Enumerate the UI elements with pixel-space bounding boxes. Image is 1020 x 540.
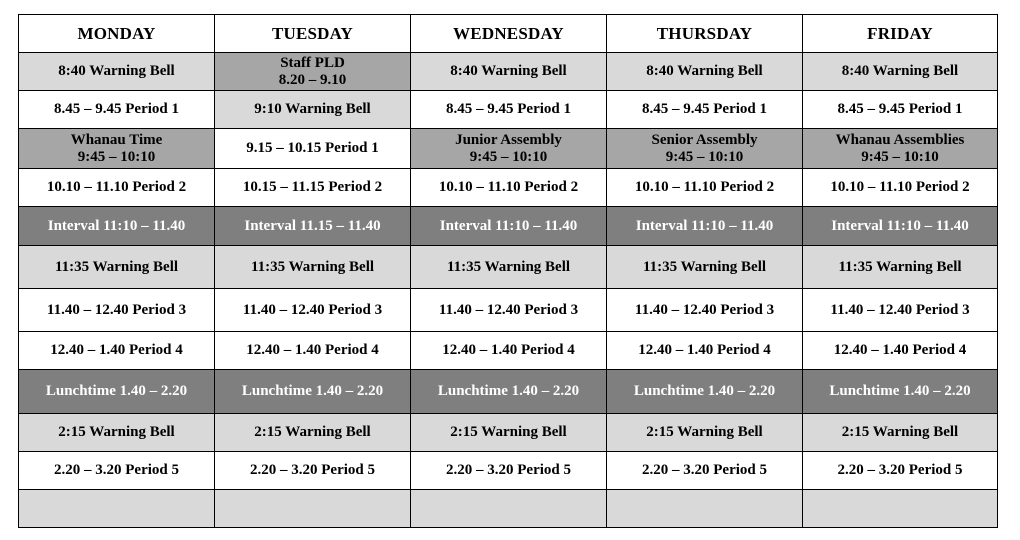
timetable-cell-tuesday xyxy=(215,332,411,370)
timetable-cell-thursday xyxy=(607,370,803,414)
timetable-cell-wednesday xyxy=(411,91,607,129)
timetable-cell-tuesday xyxy=(215,490,411,528)
cell-text-line: 8.45 – 9.45 Period 1 xyxy=(54,101,179,117)
timetable-cell-friday xyxy=(803,332,998,370)
timetable-cell-friday xyxy=(803,452,998,490)
timetable-row xyxy=(19,207,998,246)
cell-text-line: 9:45 – 10:10 xyxy=(861,148,939,165)
timetable-cell-wednesday xyxy=(411,490,607,528)
cell-text-line: 12.40 – 1.40 Period 4 xyxy=(246,342,379,358)
cell-text-line: Lunchtime 1.40 – 2.20 xyxy=(829,383,971,399)
timetable-cell-thursday xyxy=(607,169,803,207)
cell-text-line: 10.10 – 11.10 Period 2 xyxy=(830,179,970,195)
cell-text-line: 10.10 – 11.10 Period 2 xyxy=(46,179,187,195)
school-timetable xyxy=(18,14,998,528)
cell-text-line: 9:45 – 10:10 xyxy=(469,148,548,165)
cell-text-line: 11.40 – 12.40 Period 3 xyxy=(634,301,775,318)
cell-text-line: 8.45 – 9.45 Period 1 xyxy=(837,101,963,117)
cell-text-line: 2:15 Warning Bell xyxy=(58,424,175,440)
cell-text-line: Whanau Assemblies xyxy=(835,131,965,148)
timetable-cell-thursday xyxy=(607,246,803,289)
cell-text-line: Interval 11:10 – 11.40 xyxy=(439,217,578,234)
cell-text-line: Lunchtime 1.40 – 2.20 xyxy=(437,383,580,399)
timetable-cell-wednesday xyxy=(411,414,607,452)
timetable-cell-tuesday xyxy=(215,169,411,207)
timetable-cell-tuesday xyxy=(215,53,411,91)
timetable-cell-wednesday xyxy=(411,129,607,169)
timetable-cell-thursday xyxy=(607,53,803,91)
timetable-row xyxy=(19,129,998,169)
cell-text-line: Interval 11:10 – 11.40 xyxy=(831,217,969,234)
timetable-cell-monday xyxy=(19,289,215,332)
cell-text-line: 11:35 Warning Bell xyxy=(446,258,571,275)
timetable-row xyxy=(19,53,998,91)
timetable-cell-wednesday xyxy=(411,289,607,332)
cell-text-line: 12.40 – 1.40 Period 4 xyxy=(833,342,967,358)
timetable-cell-tuesday xyxy=(215,452,411,490)
cell-text-line: 9.15 – 10.15 Period 1 xyxy=(246,140,379,156)
cell-text-line: 11:35 Warning Bell xyxy=(54,258,179,275)
day-header-tuesday: TUESDAY xyxy=(215,15,411,53)
timetable-cell-thursday xyxy=(607,414,803,452)
timetable-cell-thursday xyxy=(607,452,803,490)
timetable-row xyxy=(19,332,998,370)
cell-text-line: 9:45 – 10:10 xyxy=(665,148,744,165)
timetable-cell-wednesday xyxy=(411,169,607,207)
cell-text-line: 2.20 – 3.20 Period 5 xyxy=(446,462,571,478)
timetable-cell-wednesday xyxy=(411,370,607,414)
cell-text-line: 11.40 – 12.40 Period 3 xyxy=(438,301,579,318)
timetable-cell-wednesday xyxy=(411,246,607,289)
timetable-cell-monday xyxy=(19,91,215,129)
timetable-cell-tuesday xyxy=(215,129,411,169)
cell-text-line: 11.40 – 12.40 Period 3 xyxy=(830,301,970,318)
cell-text-line: 11:35 Warning Bell xyxy=(250,258,375,275)
day-header-wednesday: WEDNESDAY xyxy=(411,15,607,53)
timetable-cell-monday xyxy=(19,370,215,414)
cell-text-line: 8:40 Warning Bell xyxy=(841,63,959,79)
timetable-cell-monday xyxy=(19,246,215,289)
timetable-cell-tuesday xyxy=(215,370,411,414)
cell-text-line: 2:15 Warning Bell xyxy=(450,424,567,440)
timetable-cell-friday xyxy=(803,490,998,528)
cell-text-line: 11.40 – 12.40 Period 3 xyxy=(242,301,383,318)
timetable-cell-thursday xyxy=(607,490,803,528)
cell-text-line: 10.10 – 11.10 Period 2 xyxy=(438,179,579,195)
timetable-cell-wednesday xyxy=(411,53,607,91)
timetable-cell-thursday xyxy=(607,129,803,169)
timetable-cell-monday xyxy=(19,53,215,91)
cell-text-line: 10.15 – 11.15 Period 2 xyxy=(242,179,383,195)
timetable-cell-wednesday xyxy=(411,452,607,490)
cell-text-line: 12.40 – 1.40 Period 4 xyxy=(638,342,771,358)
cell-text-line: Junior Assembly xyxy=(455,131,562,148)
timetable-cell-friday xyxy=(803,414,998,452)
timetable-body xyxy=(19,53,998,528)
day-header-friday: FRIDAY xyxy=(803,15,998,53)
cell-text-line: 8.20 – 9.10 xyxy=(278,71,347,88)
timetable-cell-monday xyxy=(19,490,215,528)
cell-text-line: Lunchtime 1.40 – 2.20 xyxy=(633,383,776,399)
cell-text-line: 9:45 – 10:10 xyxy=(77,148,156,165)
cell-text-line: Lunchtime 1.40 – 2.20 xyxy=(45,383,188,399)
timetable-row xyxy=(19,169,998,207)
cell-text-line: Interval 11:10 – 11.40 xyxy=(635,217,774,234)
timetable-cell-tuesday xyxy=(215,246,411,289)
day-header-monday: MONDAY xyxy=(19,15,215,53)
timetable-row xyxy=(19,246,998,289)
cell-text-line: Senior Assembly xyxy=(651,131,758,148)
timetable-cell-friday xyxy=(803,370,998,414)
cell-text-line: 11:35 Warning Bell xyxy=(642,258,767,275)
cell-text-line: Whanau Time xyxy=(70,131,163,148)
cell-text-line: 2.20 – 3.20 Period 5 xyxy=(54,462,179,478)
timetable-cell-monday xyxy=(19,169,215,207)
cell-text-line: Interval 11.15 – 11.40 xyxy=(244,217,381,234)
timetable-cell-friday xyxy=(803,91,998,129)
day-header-thursday: THURSDAY xyxy=(607,15,803,53)
timetable-cell-friday xyxy=(803,53,998,91)
day-header-row xyxy=(19,15,998,53)
timetable-cell-friday xyxy=(803,289,998,332)
timetable-cell-thursday xyxy=(607,207,803,246)
cell-text-line: Interval 11:10 – 11.40 xyxy=(47,217,186,234)
cell-text-line: 8:40 Warning Bell xyxy=(58,63,175,79)
timetable-cell-friday xyxy=(803,129,998,169)
cell-text-line: 2:15 Warning Bell xyxy=(646,424,763,440)
cell-text-line: 11:35 Warning Bell xyxy=(838,258,962,275)
cell-text-line: 12.40 – 1.40 Period 4 xyxy=(50,342,183,358)
cell-text-line: 2.20 – 3.20 Period 5 xyxy=(250,462,375,478)
cell-text-line: 2.20 – 3.20 Period 5 xyxy=(837,462,963,478)
timetable-cell-monday xyxy=(19,414,215,452)
timetable-cell-tuesday xyxy=(215,91,411,129)
timetable-cell-monday xyxy=(19,207,215,246)
cell-text-line: 2:15 Warning Bell xyxy=(841,424,959,440)
cell-text-line: 8:40 Warning Bell xyxy=(646,63,763,79)
timetable-cell-tuesday xyxy=(215,207,411,246)
timetable-cell-thursday xyxy=(607,91,803,129)
cell-text-line: Lunchtime 1.40 – 2.20 xyxy=(241,383,384,399)
timetable-cell-friday xyxy=(803,207,998,246)
cell-text-line: 10.10 – 11.10 Period 2 xyxy=(634,179,775,195)
timetable-cell-monday xyxy=(19,332,215,370)
timetable-row xyxy=(19,370,998,414)
timetable-cell-wednesday xyxy=(411,332,607,370)
cell-text-line: Staff PLD xyxy=(280,54,345,71)
timetable-row xyxy=(19,452,998,490)
timetable-row xyxy=(19,289,998,332)
timetable-row xyxy=(19,91,998,129)
timetable-cell-wednesday xyxy=(411,207,607,246)
cell-text-line: 2.20 – 3.20 Period 5 xyxy=(642,462,767,478)
timetable-row xyxy=(19,490,998,528)
timetable-row xyxy=(19,414,998,452)
timetable-cell-monday xyxy=(19,452,215,490)
timetable-cell-monday xyxy=(19,129,215,169)
cell-text-line: 8.45 – 9.45 Period 1 xyxy=(642,101,767,117)
timetable-cell-tuesday xyxy=(215,414,411,452)
timetable-cell-thursday xyxy=(607,289,803,332)
timetable-cell-friday xyxy=(803,169,998,207)
timetable-cell-friday xyxy=(803,246,998,289)
timetable-cell-tuesday xyxy=(215,289,411,332)
timetable-cell-thursday xyxy=(607,332,803,370)
cell-text-line: 9:10 Warning Bell xyxy=(254,101,371,117)
cell-text-line: 12.40 – 1.40 Period 4 xyxy=(442,342,575,358)
cell-text-line: 2:15 Warning Bell xyxy=(254,424,371,440)
cell-text-line: 8.45 – 9.45 Period 1 xyxy=(446,101,571,117)
cell-text-line: 11.40 – 12.40 Period 3 xyxy=(46,301,187,318)
cell-text-line: 8:40 Warning Bell xyxy=(450,63,567,79)
